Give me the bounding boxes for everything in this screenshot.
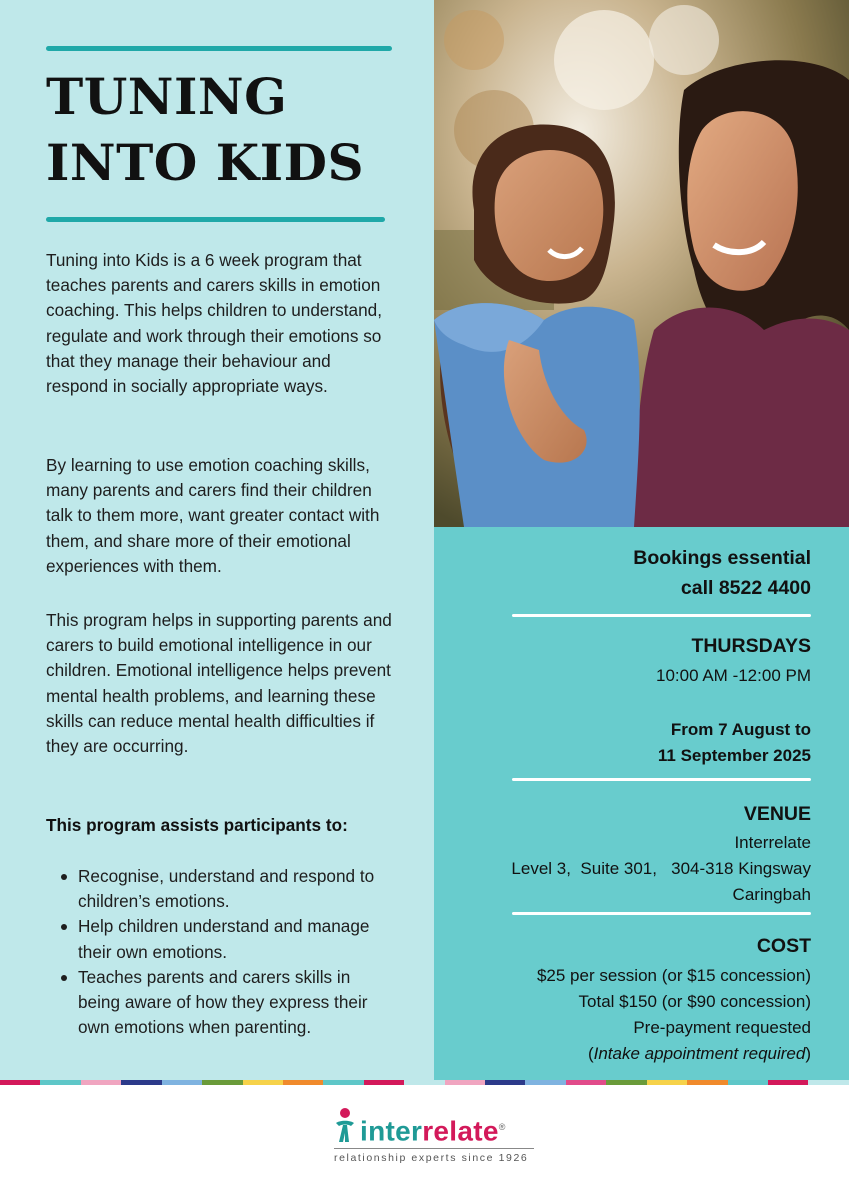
title-line-2: INTO KIDS	[46, 133, 365, 192]
schedule-dates	[658, 717, 811, 769]
brand-wordmark: interrelate®	[360, 1115, 506, 1147]
logo-divider	[334, 1148, 534, 1149]
mother-daughter-photo	[434, 0, 849, 527]
list-item: Help children understand and manage their own emotions.	[46, 914, 396, 964]
bullet-dot-icon	[61, 975, 67, 981]
bullet-dot-icon	[61, 874, 67, 880]
venue-suburb: Caringbah	[732, 885, 811, 904]
venue-heading: VENUE	[743, 803, 811, 825]
hero-photo	[434, 0, 849, 527]
intro-paragraph-2: By learning to use emotion coaching skills, many parents and carers find their children talk to them more, want greater contact with them, and share more of their emotional experiences with them.	[46, 455, 380, 576]
title-top-rule	[46, 46, 392, 51]
title-line-1: TUNING	[46, 67, 288, 126]
booking-info	[633, 543, 811, 603]
page-title	[46, 64, 406, 196]
intro-paragraph-1: Tuning into Kids is a 6 week program that teaches parents and carers skills in emotion coaching. This helps children to understand, regulate and work through their emotions so that they manage their behaviour and respond in socially appropriate ways.	[46, 250, 383, 397]
schedule-time: 10:00 AM -12:00 PM	[656, 666, 811, 685]
cost-heading: COST	[756, 935, 811, 957]
title-bottom-rule	[46, 217, 385, 222]
booking-line-1: Bookings essential	[633, 547, 811, 569]
footer	[0, 1085, 849, 1200]
divider	[512, 778, 811, 781]
cost-line-3: Pre-payment requested	[633, 1018, 811, 1037]
venue-name: Interrelate	[734, 833, 811, 852]
divider	[512, 614, 811, 617]
divider	[512, 912, 811, 915]
dates-line-1: From 7 August to	[670, 720, 811, 739]
cost-details	[537, 963, 811, 1067]
cost-line-1: $25 per session (or $15 concession)	[536, 966, 811, 985]
person-figure-icon	[334, 1107, 356, 1143]
list-item: Teaches parents and carers skills in being aware of how they express their own emotions when parenting.	[46, 965, 396, 1041]
interrelate-logo	[334, 1107, 534, 1177]
assist-list	[46, 864, 396, 1040]
intro-paragraph-3: This program helps in supporting parents and carers to build emotional intelligence in our children. Emotional intelligence helps prevent mental health problems, and learning these skills can reduce mental health difficulties if they are occurring.	[46, 610, 392, 757]
brand-tagline: relationship experts since 1926	[334, 1152, 529, 1164]
left-panel	[0, 0, 434, 1080]
venue-address: Level 3, Suite 301, 304-318 Kingsway	[511, 859, 811, 878]
venue-details	[511, 830, 811, 908]
schedule-day: THURSDAYS	[691, 635, 811, 657]
assist-heading: This program assists participants to:	[46, 815, 348, 835]
cost-line-4: (Intake appointment required)	[587, 1044, 811, 1063]
dates-line-2: 11 September 2025	[657, 746, 811, 765]
bullet-dot-icon	[61, 924, 67, 930]
booking-phone[interactable]: call 8522 4400	[680, 577, 811, 599]
cost-line-2: Total $150 (or $90 concession)	[578, 992, 811, 1011]
list-item: Recognise, understand and respond to children’s emotions.	[46, 864, 396, 914]
event-details-panel	[434, 527, 849, 1080]
intake-note: Intake appointment required	[593, 1044, 806, 1063]
